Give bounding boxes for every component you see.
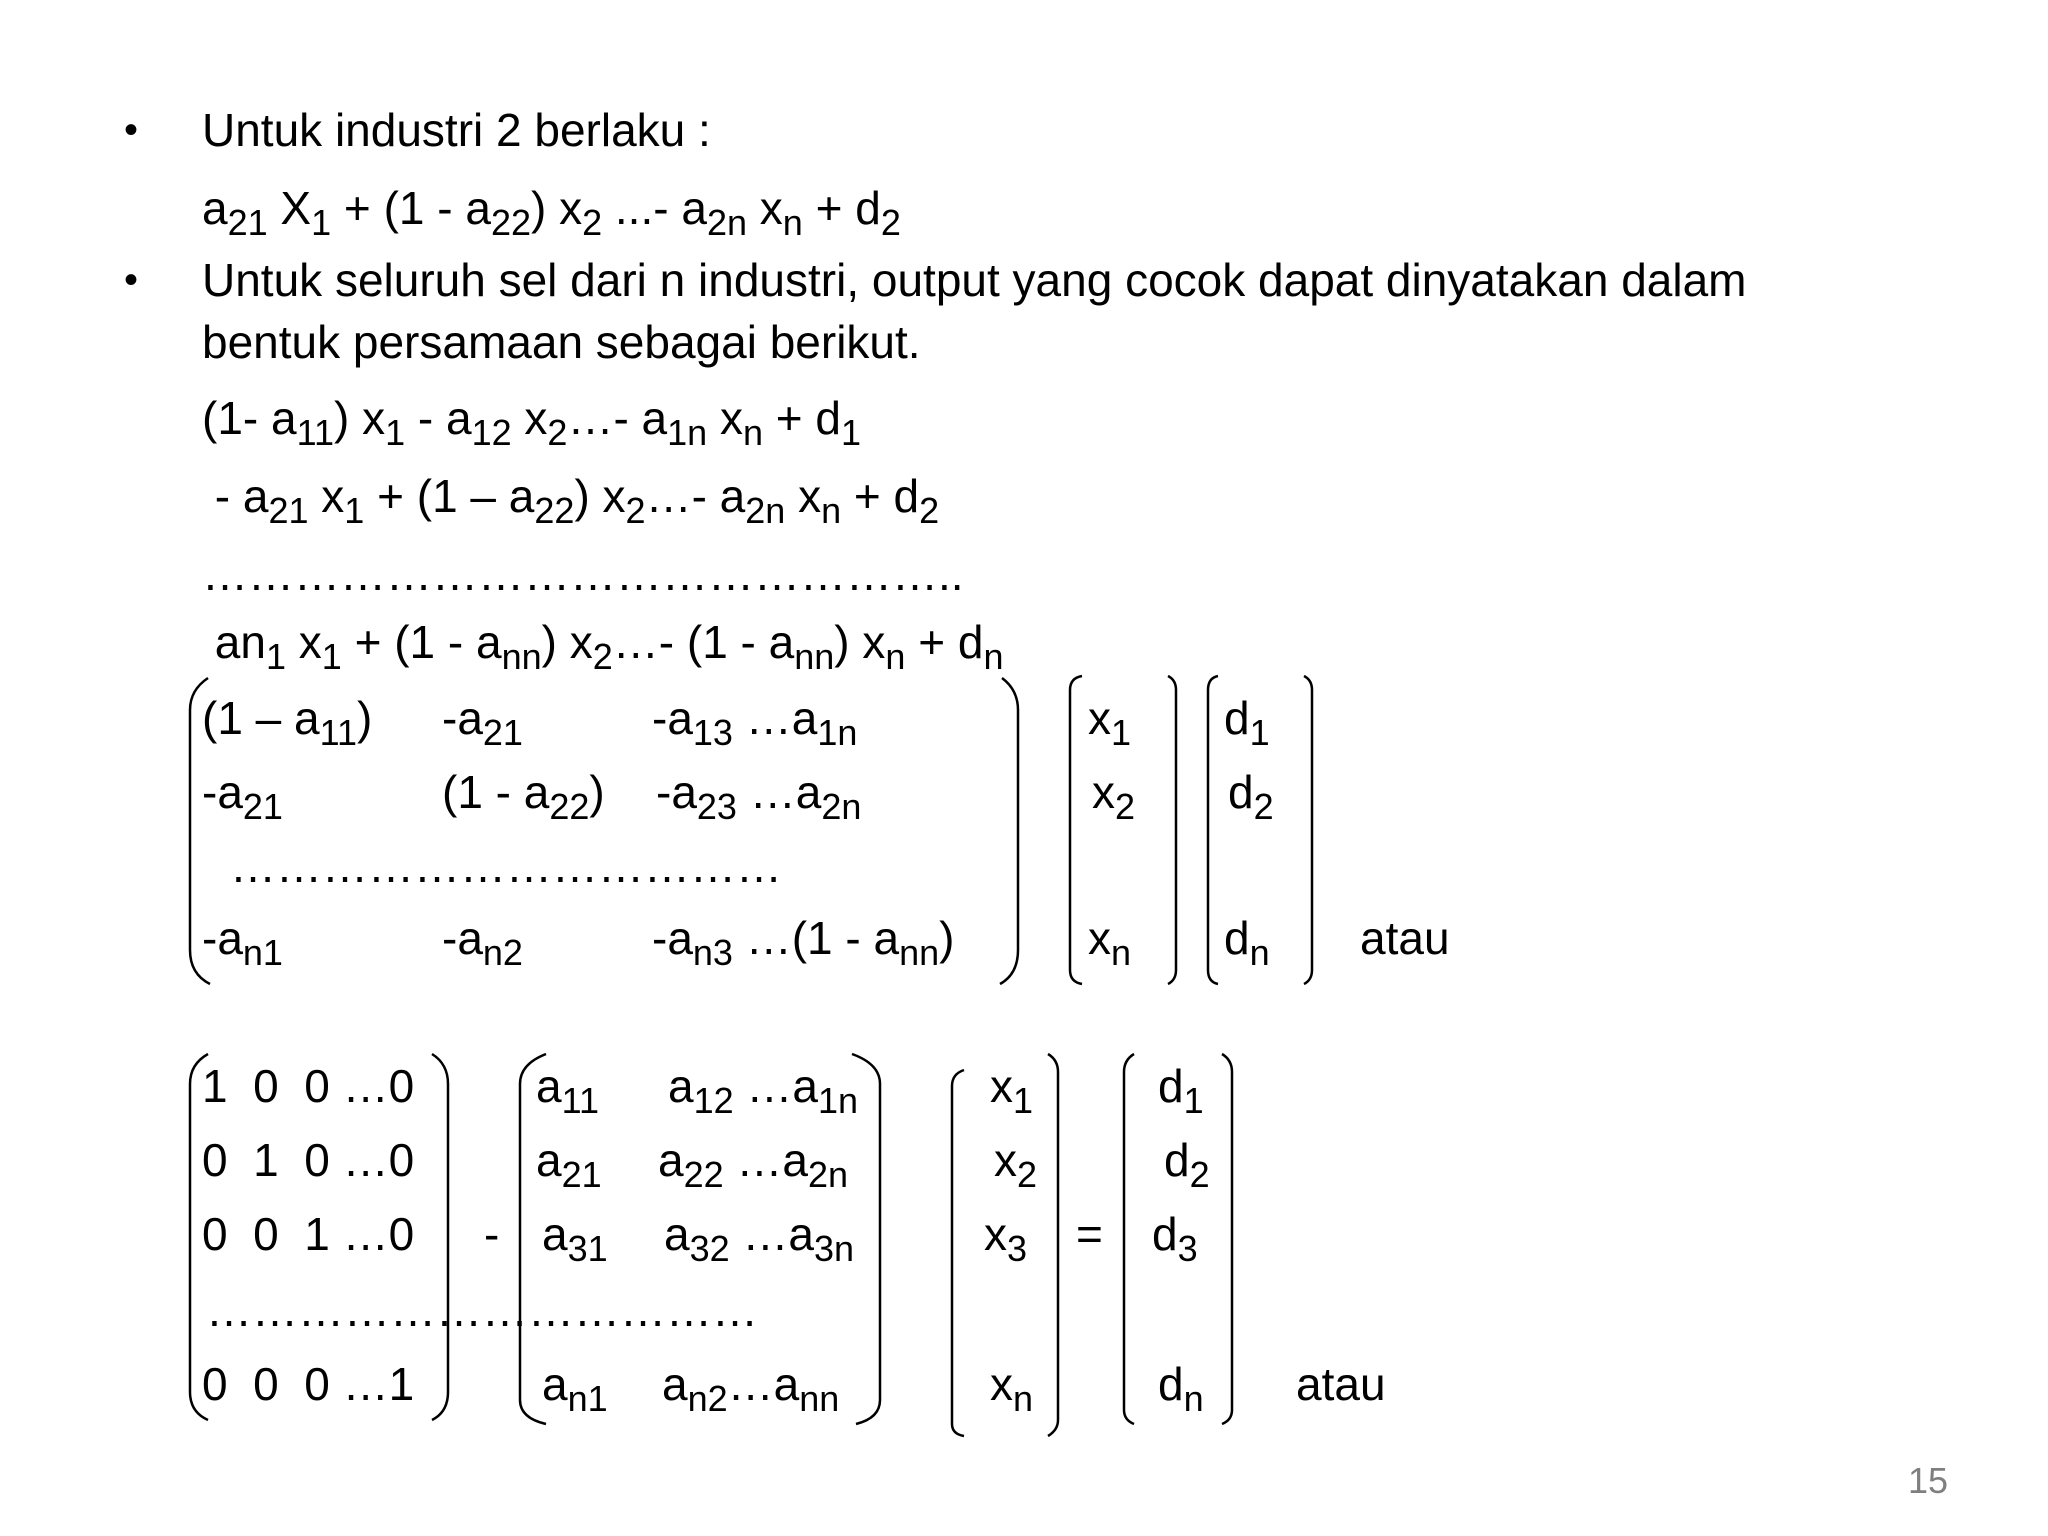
system-equation-dots: ………………………………………….. <box>202 548 964 600</box>
identity-row-1: 1 0 0 …0 <box>202 1060 415 1112</box>
matrix2-x3: $x_3$ <box>984 1208 1028 1269</box>
system-equation-row-1: (1- $a_{11}$) $x_1 - a_{12}$ $x_2\dots-$ $a_{1n}$ $x_n + d_1$ <box>202 392 862 453</box>
matrix2-x-left-bracket <box>952 1070 964 1436</box>
identity-right-paren <box>432 1054 448 1420</box>
matrix1-xn: $x_n$ <box>1088 912 1132 973</box>
bullet-marker: • <box>124 108 139 152</box>
matrix1-d-left-bracket <box>1208 676 1218 984</box>
a-matrix-row2-col2: $a_{22}$ $\dots a_{2n}$ <box>658 1134 849 1195</box>
matrix1-row1-col2: $-a_{21}$ <box>442 692 523 753</box>
matrix2-x-right-bracket <box>1048 1054 1058 1436</box>
matrix2-d-left-bracket <box>1124 1054 1134 1424</box>
a-matrix-right-paren <box>852 1054 880 1424</box>
equation-industry-2: $a_{21}$ $X_1 + (1 - a_{22})$ $x_2$ ...- $a_{2n}$ $x_n + d_2$ <box>202 182 901 243</box>
matrix2-d2: $d_2$ <box>1164 1134 1210 1195</box>
matrix1-row1-col1: $(1 - a_{11})$ <box>202 692 373 753</box>
a-matrix-row3-col1: $a_{31}$ <box>542 1208 608 1269</box>
bullet-marker: • <box>124 258 139 302</box>
matrix1-right-paren <box>1000 678 1018 984</box>
system-equation-row-2: - $a_{21}$ $x_1 + (1 - a_{22})$ $x_2\dots-$ $a_{2n}$ $x_n + d_2$ <box>202 470 940 531</box>
matrix2-d3: $d_3$ <box>1152 1208 1198 1269</box>
matrix1-x2: $x_2$ <box>1092 766 1136 827</box>
matrix2-x1: $x_1$ <box>990 1060 1034 1121</box>
matrix2-equals: = <box>1076 1208 1103 1260</box>
a-matrix-rown-col1: $a_{n1}$ <box>542 1358 608 1419</box>
matrix1-dn: $d_n$ <box>1224 912 1270 973</box>
identity-row-3: 0 0 1 …0 <box>202 1208 415 1260</box>
matrix1-d-right-bracket <box>1304 676 1312 984</box>
matrix2-d-right-bracket <box>1222 1054 1232 1424</box>
bullet-text-all-industries-line-2: bentuk persamaan sebagai berikut. <box>202 316 921 368</box>
matrix2-xn: $x_n$ <box>990 1358 1034 1419</box>
identity-row-2: 0 1 0 …0 <box>202 1134 415 1186</box>
matrix2-dots: ……………………………… <box>206 1284 758 1336</box>
page-number: 15 <box>1907 1460 1948 1501</box>
matrix1-row1-col3: $-a_{13}$ $\dots a_{1n}$ <box>652 692 858 753</box>
a-matrix-row1-col2: $a_{12}$ $\dots a_{1n}$ <box>668 1060 859 1121</box>
a-matrix-row1-col1: $a_{11}$ <box>536 1060 599 1121</box>
matrix1-d2: $d_2$ <box>1228 766 1274 827</box>
bullet-text-industry-2: Untuk industri 2 berlaku : <box>202 104 711 156</box>
a-matrix-left-paren <box>520 1054 546 1424</box>
matrix1-row3-col1: $-a_{n1}$ <box>202 912 283 973</box>
matrix2-minus: - <box>484 1208 500 1260</box>
matrix2-dn: $d_n$ <box>1158 1358 1204 1419</box>
matrix1-d1: $d_1$ <box>1224 692 1270 753</box>
matrix1-row3-col3: $-a_{n3}$ …(1 - $a_{nn}$) <box>652 912 955 973</box>
matrix1-row2-col3: $-a_{23}$ $\dots a_{2n}$ <box>656 766 862 827</box>
matrix2-atau: atau <box>1296 1358 1386 1410</box>
matrix1-row2-col2: $(1 - a_{22})$ <box>442 766 605 827</box>
matrix1-x-left-bracket <box>1070 676 1082 984</box>
system-equation-row-n: $an_1$ $x_1 + (1 - a_{nn})$ $x_2\dots-$ $(1 - a_{nn})$ $x_n + d_n$ <box>202 616 1004 677</box>
matrix2-d1: $d_1$ <box>1158 1060 1204 1121</box>
matrix1-dots: ……………………………… <box>230 840 782 892</box>
matrix1-row3-col2: $-a_{n2}$ <box>442 912 523 973</box>
a-matrix-rown-col2: $a_{n2}\dots a_{nn}$ <box>662 1358 840 1419</box>
matrix1-x1: $x_1$ <box>1088 692 1132 753</box>
identity-left-paren <box>190 1054 208 1420</box>
matrix1-x-right-bracket <box>1168 676 1176 984</box>
matrix2-x2: $x_2$ <box>994 1134 1038 1195</box>
identity-row-n: 0 0 0 …1 <box>202 1358 415 1410</box>
matrix1-row2-col1: $-a_{21}$ <box>202 766 283 827</box>
matrix1-left-paren <box>190 678 210 984</box>
bullet-text-all-industries-line-1: Untuk seluruh sel dari n industri, output yang cocok dapat dinyatakan dalam <box>202 254 1747 306</box>
matrix1-atau: atau <box>1360 912 1450 964</box>
a-matrix-row3-col2: $a_{32}$ $\dots a_{3n}$ <box>664 1208 855 1269</box>
a-matrix-row2-col1: $a_{21}$ <box>536 1134 602 1195</box>
